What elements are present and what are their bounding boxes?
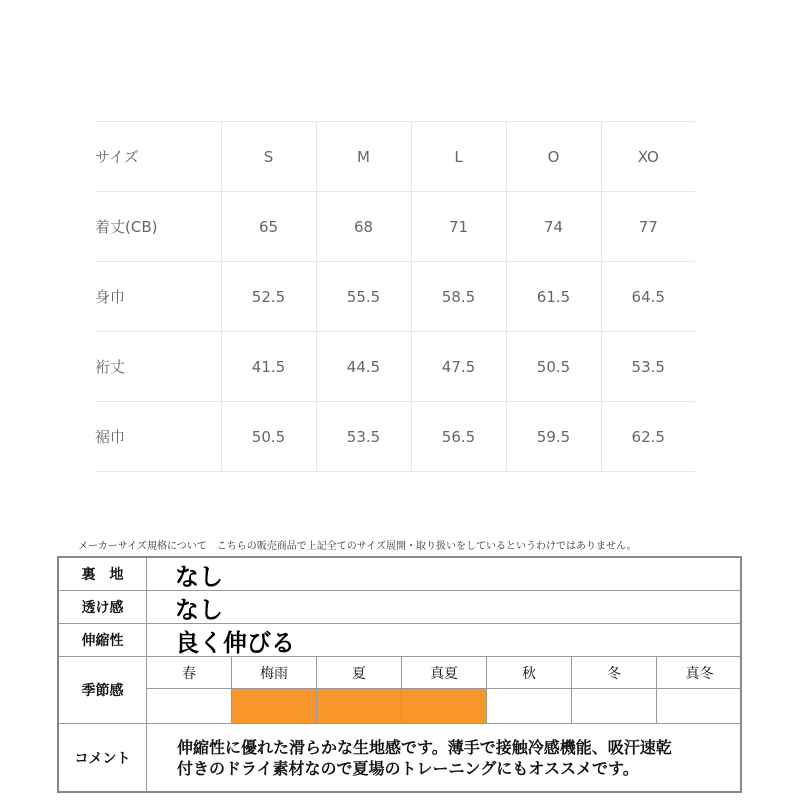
cell: 58.5 — [411, 262, 506, 332]
season-indicator — [147, 689, 232, 723]
sheer-row — [59, 591, 740, 624]
comment-row — [59, 724, 740, 791]
row-label: 裄丈 — [95, 332, 221, 402]
cell: 50.5 — [221, 402, 316, 472]
cell: 56.5 — [411, 402, 506, 472]
table-row — [95, 332, 695, 402]
season-indicator — [572, 689, 657, 723]
size-xo: XO — [601, 122, 695, 192]
season-indicator — [232, 689, 317, 723]
stretch-value: 良く伸びる — [175, 628, 295, 657]
season-midsummer: 真夏 — [402, 657, 487, 689]
season-label: 季節感 — [59, 657, 147, 723]
season-indicator — [487, 689, 572, 723]
season-spring: 春 — [147, 657, 232, 689]
season-indicator — [657, 689, 742, 723]
cell: 59.5 — [506, 402, 601, 472]
sheer-value: なし — [175, 595, 223, 624]
size-header-label: サイズ — [95, 122, 221, 192]
size-l: L — [411, 122, 506, 192]
cell: 52.5 — [221, 262, 316, 332]
stretch-row — [59, 624, 740, 657]
season-rainy: 梅雨 — [232, 657, 317, 689]
lining-label: 裏 地 — [59, 558, 147, 590]
season-grid — [147, 657, 740, 723]
comment-line-1: 伸縮性に優れた滑らかな生地感です。薄手で接触冷感機能、吸汗速乾 — [177, 737, 672, 757]
cell: 53.5 — [601, 332, 695, 402]
cell: 64.5 — [601, 262, 695, 332]
size-chart-table — [95, 121, 695, 472]
table-row — [95, 192, 695, 262]
season-midwinter: 真冬 — [657, 657, 742, 689]
row-label: 裾巾 — [95, 402, 221, 472]
row-label: 身巾 — [95, 262, 221, 332]
table-row — [95, 402, 695, 472]
cell: 77 — [601, 192, 695, 262]
season-autumn: 秋 — [487, 657, 572, 689]
size-o: O — [506, 122, 601, 192]
spec-table — [57, 556, 742, 793]
season-winter: 冬 — [572, 657, 657, 689]
season-indicator — [317, 689, 402, 723]
cell: 61.5 — [506, 262, 601, 332]
cell: 53.5 — [316, 402, 411, 472]
cell: 47.5 — [411, 332, 506, 402]
cell: 50.5 — [506, 332, 601, 402]
size-header-row — [95, 122, 695, 192]
season-row — [59, 657, 740, 724]
size-note: メーカーサイズ規格について こちらの販売商品で上記全てのサイズ展開・取り扱いをしているというわけではありません。 — [78, 541, 637, 552]
sheer-label: 透け感 — [59, 591, 147, 623]
cell: 41.5 — [221, 332, 316, 402]
cell: 71 — [411, 192, 506, 262]
table-row — [95, 262, 695, 332]
cell: 65 — [221, 192, 316, 262]
comment-text — [177, 724, 730, 791]
cell: 62.5 — [601, 402, 695, 472]
size-s: S — [221, 122, 316, 192]
size-m: M — [316, 122, 411, 192]
season-indicator — [402, 689, 487, 723]
cell: 44.5 — [316, 332, 411, 402]
comment-label: コメント — [59, 724, 147, 791]
comment-line-2: 付きのドライ素材なので夏場のトレーニングにもオススメです。 — [177, 758, 639, 778]
lining-value: なし — [175, 562, 223, 591]
season-summer: 夏 — [317, 657, 402, 689]
lining-row — [59, 558, 740, 591]
cell: 68 — [316, 192, 411, 262]
stretch-label: 伸縮性 — [59, 624, 147, 656]
cell: 55.5 — [316, 262, 411, 332]
cell: 74 — [506, 192, 601, 262]
row-label: 着丈(CB) — [95, 192, 221, 262]
